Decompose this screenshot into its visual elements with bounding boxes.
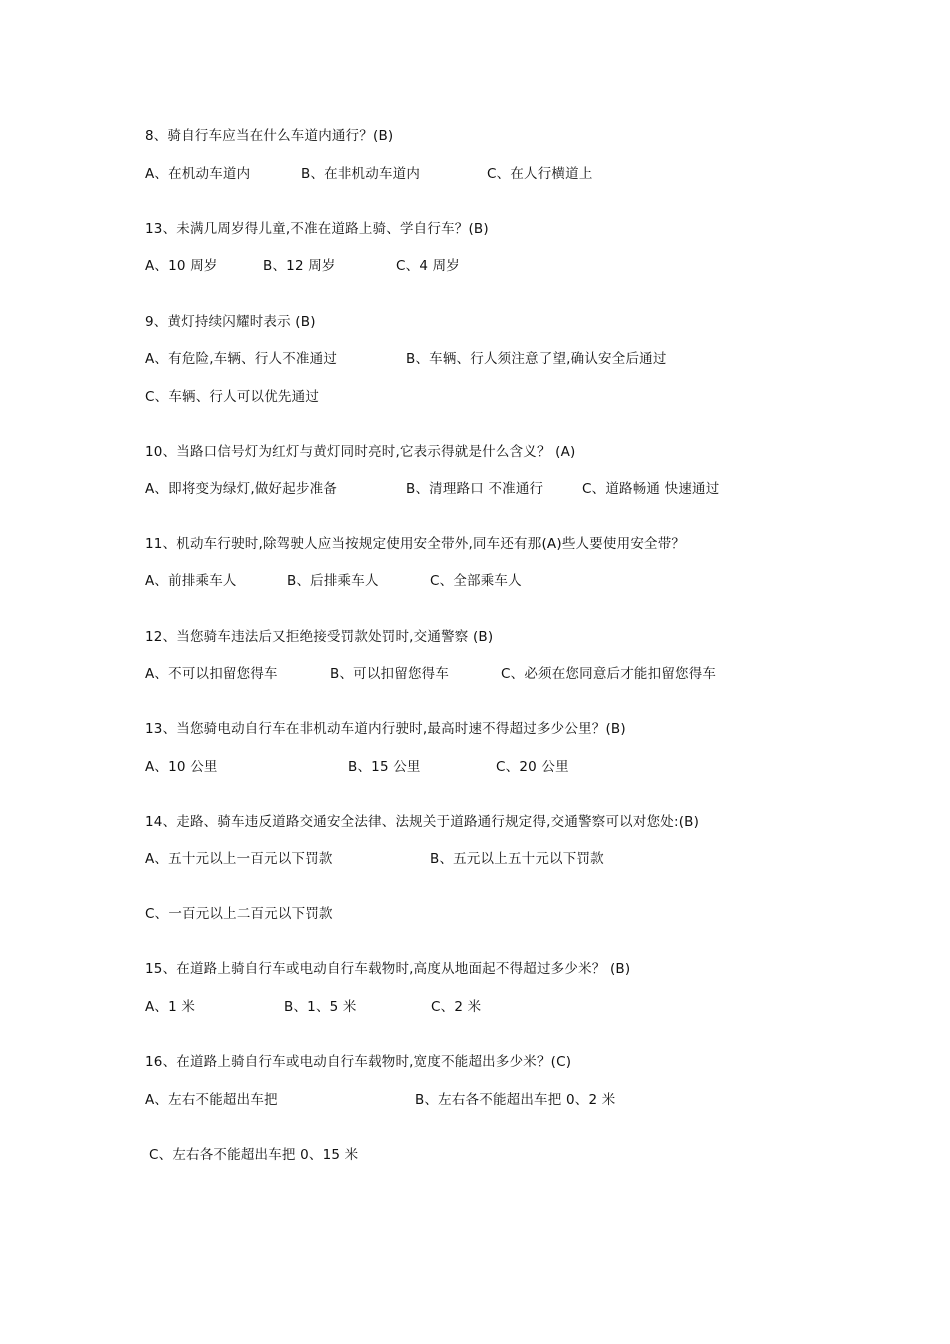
question-text: 11、机动车行驶时,除驾驶人应当按规定使用安全带外,同车还有那(A)些人要使用安全带？ xyxy=(145,536,686,552)
option-a: A、不可以扣留您得车 xyxy=(145,666,278,682)
option-a: A、10 周岁 xyxy=(145,258,218,274)
option-c: C、在人行横道上 xyxy=(487,166,593,182)
option-c: C、全部乘车人 xyxy=(430,573,522,589)
option-c: C、2 米 xyxy=(431,999,482,1015)
option-a: A、左右不能超出车把 xyxy=(145,1092,278,1108)
question-text: 15、在道路上骑自行车或电动自行车载物时,高度从地面起不得超过多少米？ (B) xyxy=(145,961,631,977)
option-a: A、前排乘车人 xyxy=(145,573,237,589)
question-text: 9、黄灯持续闪耀时表示 (B) xyxy=(145,314,316,330)
option-b: B、15 公里 xyxy=(348,759,421,775)
option-a: A、有危险,车辆、行人不准通过 xyxy=(145,351,338,367)
option-b: B、车辆、行人须注意了望,确认安全后通过 xyxy=(406,351,667,367)
option-b: B、12 周岁 xyxy=(263,258,336,274)
question-text: 13、未满几周岁得儿童,不准在道路上骑、学自行车？(B) xyxy=(145,221,489,237)
question-text: 14、走路、骑车违反道路交通安全法律、法规关于道路通行规定得,交通警察可以对您处:(B) xyxy=(145,814,700,830)
option-b: B、清理路口 不准通行 xyxy=(406,481,544,497)
option-b: B、1、5 米 xyxy=(284,999,357,1015)
option-a: A、10 公里 xyxy=(145,759,218,775)
option-a: A、即将变为绿灯,做好起步准备 xyxy=(145,481,338,497)
option-c: C、20 公里 xyxy=(496,759,569,775)
option-a: A、五十元以上一百元以下罚款 xyxy=(145,851,333,867)
question-text: 16、在道路上骑自行车或电动自行车载物时,宽度不能超出多少米？(C) xyxy=(145,1054,572,1070)
option-a: A、在机动车道内 xyxy=(145,166,251,182)
option-c: C、4 周岁 xyxy=(396,258,461,274)
option-b: B、可以扣留您得车 xyxy=(330,666,450,682)
question-text: 12、当您骑车违法后又拒绝接受罚款处罚时,交通警察 (B) xyxy=(145,629,494,645)
option-b: B、在非机动车道内 xyxy=(301,166,421,182)
option-b: B、左右各不能超出车把 0、2 米 xyxy=(415,1092,616,1108)
option-c: C、必须在您同意后才能扣留您得车 xyxy=(501,666,717,682)
question-text: 8、骑自行车应当在什么车道内通行？(B) xyxy=(145,128,394,144)
option-c: C、道路畅通 快速通过 xyxy=(582,481,720,497)
question-text: 10、当路口信号灯为红灯与黄灯同时亮时,它表示得就是什么含义？ (A) xyxy=(145,444,576,460)
option-b: B、五元以上五十元以下罚款 xyxy=(430,851,604,867)
option-c: C、左右各不能超出车把 0、15 米 xyxy=(149,1147,359,1163)
option-b: B、后排乘车人 xyxy=(287,573,379,589)
question-text: 13、当您骑电动自行车在非机动车道内行驶时,最高时速不得超过多少公里？(B) xyxy=(145,721,626,737)
option-a: A、1 米 xyxy=(145,999,196,1015)
option-c: C、车辆、行人可以优先通过 xyxy=(145,389,320,405)
option-c: C、一百元以上二百元以下罚款 xyxy=(145,906,333,922)
